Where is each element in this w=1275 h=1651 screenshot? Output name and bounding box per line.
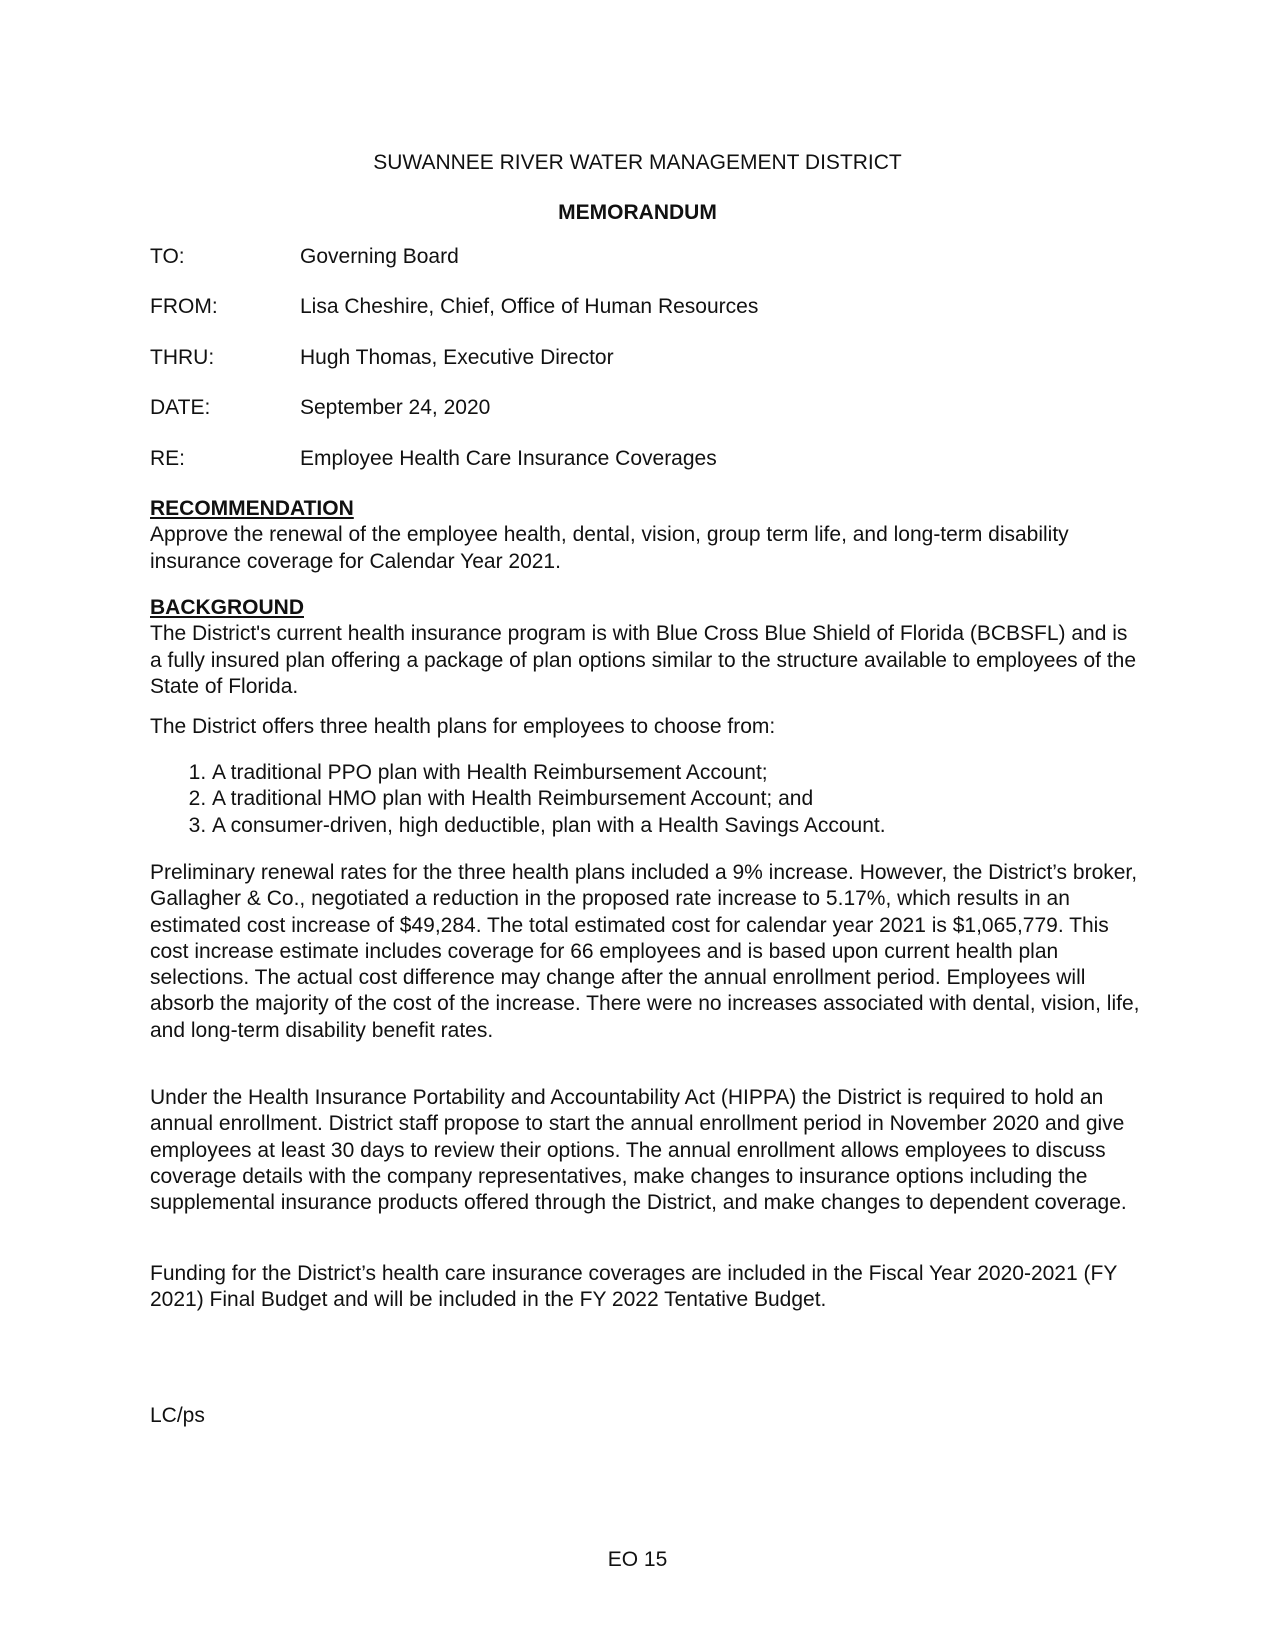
- background-paragraph-2: The District offers three health plans for employees to choose from:: [150, 715, 776, 738]
- memo-title: MEMORANDUM: [558, 201, 717, 224]
- field-label-date: DATE:: [150, 396, 211, 419]
- field-value-re: Employee Health Care Insurance Coverages: [300, 447, 717, 470]
- field-value-to: Governing Board: [300, 245, 459, 268]
- funding-section: [150, 1261, 1140, 1314]
- field-label-to: TO:: [150, 245, 185, 268]
- organization-name: SUWANNEE RIVER WATER MANAGEMENT DISTRICT: [373, 151, 902, 174]
- field-value-date: September 24, 2020: [300, 396, 491, 419]
- renewal-rates-section: [150, 860, 1140, 1044]
- field-label-thru: THRU:: [150, 346, 215, 369]
- recommendation-heading: RECOMMENDATION: [150, 497, 354, 520]
- field-label-re: RE:: [150, 447, 186, 470]
- plans-intro-section: [150, 714, 1140, 740]
- recommendation-text: Approve the renewal of the employee health, dental, vision, group term life, and long-term disability insurance coverage for Calendar Year 2021.: [150, 523, 1069, 573]
- list-item: 3. A consumer-driven, high deductible, plan with a Health Savings Account.: [212, 813, 1140, 839]
- field-label-from: FROM:: [150, 295, 218, 318]
- background-heading: BACKGROUND: [150, 596, 304, 619]
- list-item: 1. A traditional PPO plan with Health Reimbursement Account;: [212, 760, 1140, 786]
- plans-list-section: [150, 760, 1140, 839]
- field-value-thru: Hugh Thomas, Executive Director: [300, 346, 614, 369]
- page-number: EO 15: [607, 1548, 668, 1571]
- background-paragraph-4: Under the Health Insurance Portability and Accountability Act (HIPPA) the District is required to hold an annual enrollment. District staff propose to start the annual enrollment period in November 2020 and give employees at least 30 days to review their options. The annual enrollment allows employees to discuss coverage details with the company representatives, make changes to insurance options including the supplemental insurance products offered through the District, and make changes to dependent coverage.: [150, 1086, 1127, 1215]
- list-item: 2. A traditional HMO plan with Health Reimbursement Account; and: [212, 786, 1140, 812]
- background-paragraph-5: Funding for the District’s health care insurance coverages are included in the Fiscal Year 2020-2021 (FY 2021) Final Budget and will be included in the FY 2022 Tentative Budget.: [150, 1262, 1117, 1312]
- recommendation-section: [150, 496, 1140, 575]
- field-value-from: Lisa Cheshire, Chief, Office of Human Resources: [300, 295, 759, 318]
- hipaa-enrollment-section: [150, 1085, 1140, 1216]
- background-paragraph-3: Preliminary renewal rates for the three health plans included a 9% increase. However, the District’s broker, Gallagher & Co., negotiated a reduction in the proposed rate increase to 5.17%, which results in an estimated cost increase of $49,284. The total estimated cost for calendar year 2021 is $1,065,779. This cost increase estimate includes coverage for 66 employees and is based upon current health plan selections. The actual cost difference may change after the annual enrollment period. Employees will absorb the majority of the cost of the increase. There were no increases associated with dental, vision, life, and long-term disability benefit rates.: [150, 861, 1140, 1042]
- health-plans-list: [150, 760, 1140, 839]
- author-initials: LC/ps: [150, 1404, 205, 1427]
- background-paragraph-1: The District's current health insurance program is with Blue Cross Blue Shield of Florida (BCBSFL) and is a fully insured plan offering a package of plan options similar to the structure available to employees of the State of Florida.: [150, 622, 1137, 698]
- background-section: [150, 595, 1140, 700]
